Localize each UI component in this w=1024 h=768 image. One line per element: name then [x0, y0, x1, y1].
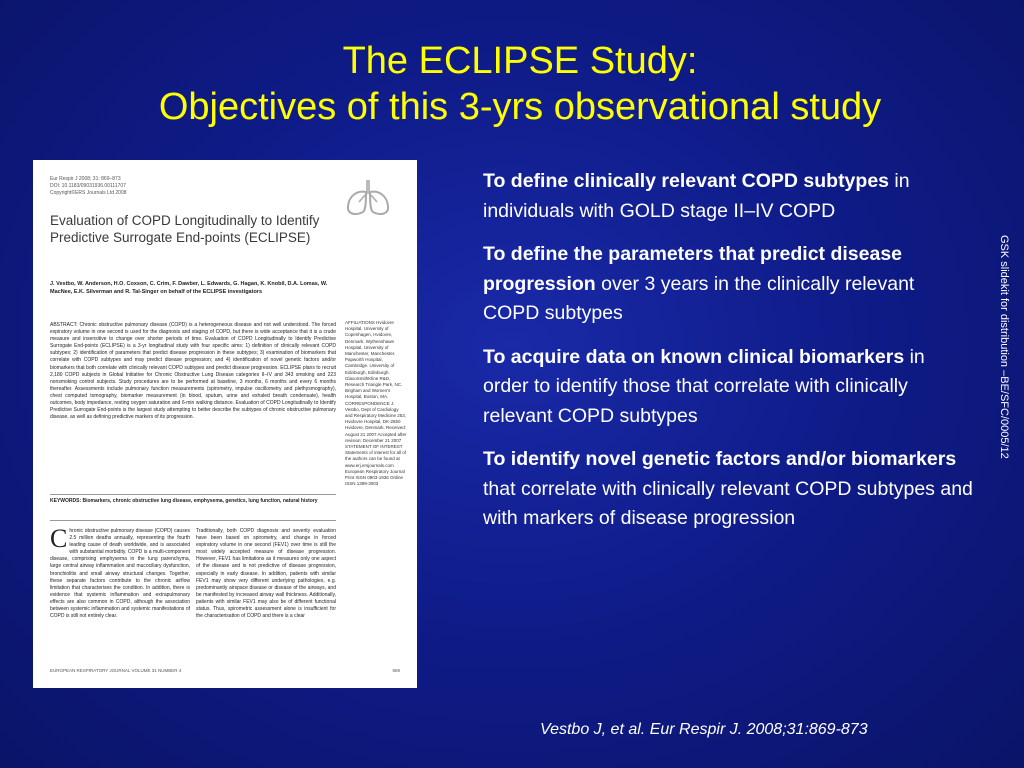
divider: [50, 494, 336, 495]
article-column-2: Traditionally, both COPD diagnosis and severity evaluation have been based on spirometry, and change in forced expiratory volume in one second (FEV1) over time is still the most widely accepted measure of disease progression. However, FEV1 has limitations as it measures only one aspect of the disease and is not predictive of disease progression, especially in early disease. In addition, patients with similar FEV1 may show very different underlying pathologies, e.g. predominantly airspace disease or disease of the airways, and be manifested by increased airway wall thickness. Additionally, patients with similar FEV1 may also be of different functional status. Thus, spirometric assessment alone is insufficient for the characterisation of COPD and there is a clear: [196, 528, 336, 620]
objective-item: To define clinically relevant COPD subtypes in individuals with GOLD stage II–IV COPD: [483, 170, 910, 222]
article-footer: EUROPEAN RESPIRATORY JOURNAL VOLUME 31 NUMBER 4 869: [50, 668, 400, 673]
divider: [50, 520, 336, 521]
article-affiliations: AFFILIATIONS Hvidovre Hospital, University of Copenhagen, Hvidovre, Denmark. Wythenshawe Hospital, University of Manchester, Manchester. Papworth Hospital, Cambridge. University of Edinburgh, Edinburgh. GlaxoSmithKline R&D, Research Triangle Park, NC. Brigham and Women's Hospital, Boston, MA. CORRESPONDENCE J. Vestbo, Dept of Cardiology and Respiratory Medicine 253, Hvidovre Hospital, DK-2650 Hvidovre, Denmark. Received: August 21 2007 Accepted after revision: December 21 2007 STATEMENT OF INTEREST Statements of interest for all of the authors can be found at www.erj.ersjournals.com European Respiratory Journal Print ISSN 0903-1936 Online ISSN 1399-3003: [345, 320, 407, 487]
journal-article-image: [33, 160, 417, 688]
side-note: [994, 235, 1010, 535]
drop-cap: C: [50, 524, 68, 553]
slide-title: [40, 38, 1000, 130]
lung-logo-icon: [345, 178, 391, 223]
objective-item: To define the parameters that predict disease progression over 3 years in the clinically relevant COPD subtypes: [483, 243, 915, 324]
side-note-text: GSK slidekit for distribution –BE/SFC/0005/12: [998, 235, 1010, 459]
objective-item: To identify novel genetic factors and/or biomarkers that correlate with clinically relevant COPD subtypes and with markers of disease progression: [483, 448, 973, 529]
title-line-1: The ECLIPSE Study:: [342, 40, 698, 82]
article-title: Evaluation of COPD Longitudinally to Identify Predictive Surrogate End-points (ECLIPSE): [50, 213, 320, 245]
article-keywords: KEYWORDS: Biomarkers, chronic obstructive lung disease, emphysema, genetics, lung function, natural history: [50, 498, 318, 504]
title-line-2: Objectives of this 3-yrs observational study: [158, 86, 882, 128]
objective-item: To acquire data on known clinical biomarkers in order to identify those that correlate with clinically relevant COPD subtypes: [483, 345, 925, 427]
article-authors: J. Vestbo, W. Anderson, H.O. Coxson, C. Crim, F. Dawber, L. Edwards, G. Hagan, K. Knobil, D.A. Lomas, W. MacNee, E.K. Silverman and R. Tal-Singer on behalf of the ECLIPSE investigators: [50, 281, 328, 295]
article-column-1: Chronic obstructive pulmonary disease (COPD) causes 2.5 million deaths annually, representing the fourth leading cause of death worldwide, and is associated with substantial morbidity. COPD is a multi-component disease, comprising emphysema in the lung parenchyma, large central airway inflammation and mucociliary dysfunction, bronchiolitis and small airway structural changes. Together, these separate factors contribute to the chronic airflow limitation that characterises the condition. In addition, there is evidence that systemic inflammation and extrapulmonary effects are also common in COPD, although the association between systemic inflammation and systemic manifestations of COPD is still not entirely clear.: [50, 524, 190, 620]
objectives-list: [483, 167, 973, 548]
article-abstract: ABSTRACT: Chronic obstructive pulmonary disease (COPD) is a heterogeneous disease and not well understood. The forced expiratory volume in one second is used for the diagnosis and staging of COPD, but there is wide acceptance that it is a crude measure and insensitive to change over shorter periods of time. Evaluation of COPD Longitudinally to Identify Predictive Surrogate End-points (ECLIPSE) is a 3-yr longitudinal study with four specific aims: 1) definition of clinically relevant COPD subtypes; 2) identification of parameters that predict disease progression in these subtypes; 3) examination of biomarkers that correlate with COPD subtypes and may predict disease progression; and 4) identification of novel genetic factors and/or biomarkers that both correlate with clinically relevant COPD subtypes and predict disease progression. ECLIPSE plans to recruit 2,180 COPD subjects in Global Initiative for Chronic Obstructive Lung Disease categories II–IV and 343 smoking and 223 nonsmoking control subjects. Study procedures are to be performed at baseline, 3 months, 6 months and every 6 months thereafter. Assessments include pulmonary function measurements (spirometry, impulse oscillometry and plethysmography), chest computed tomography, biomarker measurement (in blood, sputum, urine and exhaled breath condensate), health outcomes, body impedance, resting oxygen saturation and 6-min walking distance. Evaluation of COPD Longitudinally to Identify Predictive Surrogate End-points is the largest study attempting to better describe the subtypes of chronic obstructive pulmonary disease, as well as defining predictive markers of its progression.: [50, 322, 336, 421]
citation: Vestbo J, et al. Eur Respir J. 2008;31:869-873: [540, 721, 868, 738]
article-meta: Eur Respir J 2008; 31: 869–873 DOI: 10.1183/09031936.00111707 Copyright©ERS Journals Ltd 2008: [50, 176, 127, 196]
